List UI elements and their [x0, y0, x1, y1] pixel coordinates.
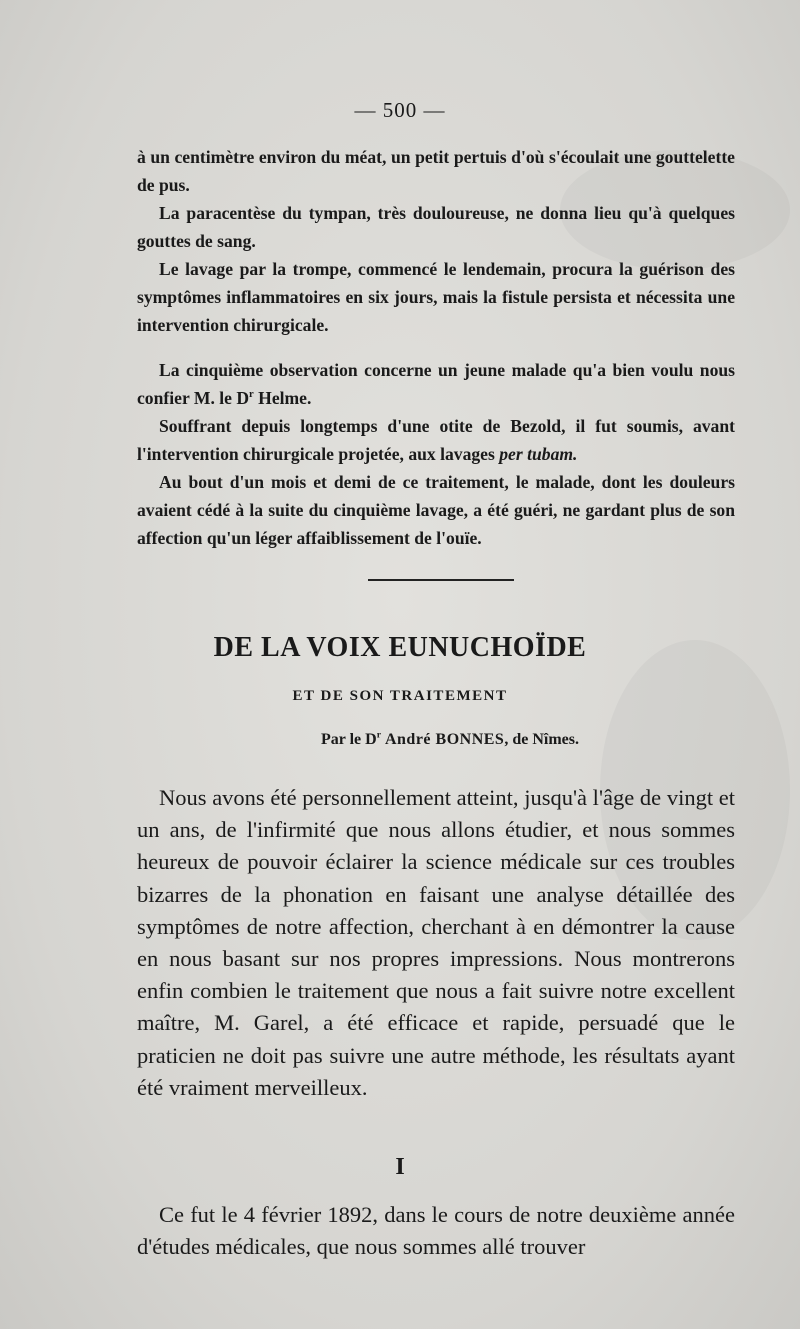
- author-name: André BONNES: [384, 731, 505, 748]
- article-title: DE LA VOIX EUNUCHOÏDE: [213, 632, 587, 663]
- article-author: [0, 731, 800, 749]
- observation-paragraphs: [137, 356, 735, 552]
- separator-rule: [368, 579, 514, 581]
- superscript: r: [376, 729, 381, 741]
- section-heading: I: [395, 1154, 405, 1180]
- paragraph: à un centimètre environ du méat, un petit pertuis d'où s'écoulait une gouttelette de pus.: [137, 147, 735, 195]
- author-prefix: Par le D: [321, 731, 377, 748]
- author-suffix: , de Nîmes.: [504, 731, 579, 748]
- paragraph: La paracentèse du tympan, très douloureuse, ne donna lieu qu'à quelques gouttes de sang.: [137, 203, 735, 251]
- superscript: r: [249, 389, 254, 401]
- top-paragraphs: [137, 143, 735, 339]
- text: La cinquième observation concerne un jeune malade qu'a bien voulu nous confier M. le D: [137, 360, 735, 408]
- paragraph: Ce fut le 4 février 1892, dans le cours de notre deuxième année d'études médicales, que nous sommes allé trouver: [137, 1202, 735, 1260]
- paragraph: [137, 412, 735, 468]
- paragraph: Nous avons été personnellement atteint, jusqu'à l'âge de vingt et un ans, de l'infirmité que nous allons étudier, et nous sommes heureux de pouvoir éclairer la science médicale sur ces troubles bizarres de la phonation en faisant une analyse détaillée des symptômes de notre affection, cherchant à en démontrer la cause en nous basant sur nos propres impressions. Nous montrerons enfin combien le traitement que nous a fait suivre notre excellent maître, M. Garel, a été efficace et rapide, persuadé que le praticien ne doit pas suivre une autre méthode, les résultats ayant été vraiment merveilleux.: [137, 785, 735, 1100]
- paragraph: Au bout d'un mois et demi de ce traitement, le malade, dont les douleurs avaient cédé à la suite du cinquième lavage, a été guéri, ne gardant plus de son affection qu'un léger affaiblissement de l'ouïe.: [137, 472, 735, 548]
- final-text: [137, 1199, 735, 1263]
- paragraph: Le lavage par la trompe, commencé le lendemain, procura la guérison des symptômes inflammatoires en six jours, mais la fistule persista et nécessita une intervention chirurgicale.: [137, 259, 735, 335]
- body-text: [137, 782, 735, 1104]
- text: Helme.: [253, 388, 312, 408]
- italic-text: per tubam.: [499, 444, 578, 464]
- paragraph: [137, 356, 735, 412]
- article-subtitle: ET DE SON TRAITEMENT: [292, 688, 508, 704]
- text: Souffrant depuis longtemps d'une otite de Bezold, il fut soumis, avant l'intervention chirurgicale projetée, aux lavages: [137, 416, 735, 464]
- page-number: — 500 —: [354, 98, 446, 122]
